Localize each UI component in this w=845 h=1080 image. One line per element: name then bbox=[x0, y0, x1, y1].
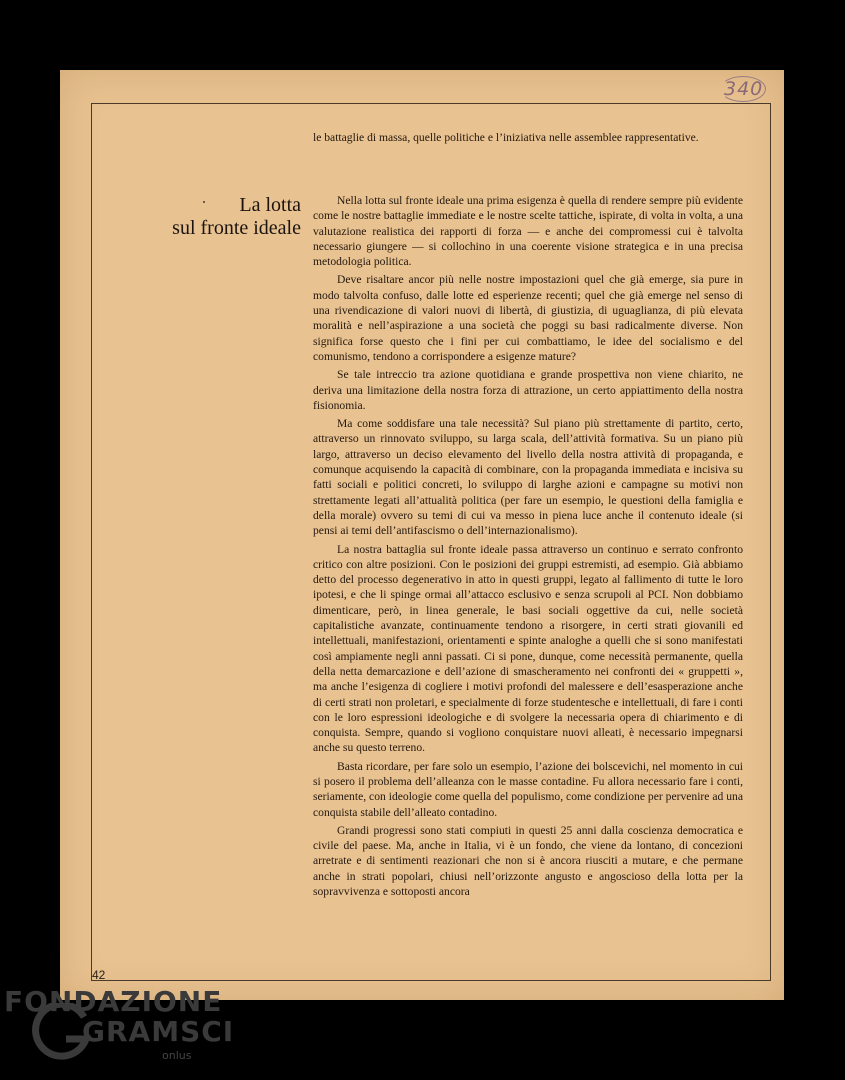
body-paragraph-5: La nostra battaglia sul fronte ideale passa attraverso un continuo e serrato confronto critico con altre posizioni. Con le posizioni dei gruppi estremisti, ad esempio. Già abbiamo detto del processo degenerativo in atto in questi gruppi, legato al fallimento di tutte le loro ipotesi, e che li spinge ormai all’attacco esclusivo e senza scrupoli al PCI. Non dobbiamo dimenticare, però, in linea generale, le basi sociali oggettive da cui, nelle società capitalistiche avanzate, continuamente tendono a risorgere, in certi strati giovanili ed intellettuali, manifestazioni, orientamenti e spinte analoghe a quelli che si sono manifestati così ampiamente negli anni passati. Ci si pone, dunque, come necessità permanente, quella della netta demarcazione e dell’azione di smascheramento nei confronti dei « gruppetti », ma anche l’esigenza di cogliere i motivi profondi del malessere e dell’esasperazione anche di certi strati non proletari, e specialmente di forze studentesche e intellettuali, di fare i conti con le loro espressioni ideologiche e di svolgere la necessaria opera di chiarimento e di conquista. Sempre, quando si vogliono conquistare nuovi alleati, è necessario impegnarsi anche su questo terreno. bbox=[313, 542, 743, 755]
intro-paragraph: le battaglie di massa, quelle politiche e l’iniziativa nelle assemblee rappresentative. bbox=[313, 131, 699, 144]
body-paragraph-4: Ma come soddisfare una tale necessità? Sul piano più strettamente di partito, certo, attraverso un rinnovato sviluppo, su larga scala, dell’attività formativa. Su un piano più largo, attraverso un deciso elevamento del livello della nostra attività di propaganda, e comunque acquisendo la capacità di combinare, con la propaganda immediata e incisiva su fatti sociali e politici concreti, lo sviluppo di larghe azioni e campagne su motivi non strettamente legati all’attualità politica (per fare un esempio, le questioni della famiglia e della morale) ovvero su temi di cui va messo in piena luce anche il contenuto ideale (si pensi ai temi dell’antifascismo o dell’internazionalismo). bbox=[313, 417, 743, 538]
side-title-line-2: sul fronte ideale bbox=[172, 217, 301, 239]
body-paragraph-7: Grandi progressi sono stati compiuti in questi 25 anni dalla coscienza democratica e civile del paese. Ma, anche in Italia, vi è un fondo, che viene da lontano, di concezioni arretrate e di sentimenti reazionari che non si è ancora riusciti a mutare, e che permane anche in strati popolari, chiusi nell’orizzonte angusto e angoscioso della lotta per la sopravvivenza e sottoposti ancora bbox=[313, 823, 743, 899]
section-side-title bbox=[160, 194, 301, 240]
handwritten-page-annotation: 340 bbox=[724, 78, 764, 100]
body-paragraph-1: Nella lotta sul fronte ideale una prima esigenza è quella di rendere sempre più evidente come le nostre battaglie immediate e le nostre scelte tattiche, ispirate, di volta in volta, a una valutazione realistica dei rapporti di forza — e anche dei compromessi cui è talvolta necessario giungere — si collochino in una coerente visione strategica e in una precisa metodologia politica. bbox=[313, 194, 743, 269]
intro-column bbox=[313, 130, 743, 145]
body-column bbox=[313, 193, 743, 899]
fondazione-gramsci-watermark bbox=[4, 985, 235, 1075]
document-page bbox=[60, 70, 784, 1000]
watermark-line-3: onlus bbox=[162, 1049, 192, 1062]
page-number: 42 bbox=[92, 968, 106, 982]
watermark-line-1: FONDAZIONE bbox=[4, 985, 223, 1018]
watermark-line-2: GRAMSCI bbox=[82, 1015, 235, 1048]
body-paragraph-6: Basta ricordare, per fare solo un esempio, l’azione dei bolscevichi, nel momento in cui si posero il problema dell’alleanza con le masse contadine. Fu allora necessario fare i conti, seriamente, con ideologie come quella del populismo, come condizione per pervenire ad una conquista stabile dell’alleato contadino. bbox=[313, 759, 743, 819]
body-paragraph-3: Se tale intreccio tra azione quotidiana e grande prospettiva non viene chiarito, ne deriva una limitazione della nostra forza di attrazione, un certo appiattimento della nostra fisionomia. bbox=[313, 368, 743, 412]
body-paragraph-2: Deve risaltare ancor più nelle nostre impostazioni quel che già emerge, sia pure in modo talvolta confuso, dalle lotte ed esperienze recenti; quel che già emerge nel senso di una rivendicazione di valori nuovi di libertà, di giustizia, di uguaglianza, di più elevata moralità e nell’aspirazione a una società che poggi su basi radicalmente diverse. Non significa forse questo che i fini per cui combattiamo, le idee del socialismo e del comunismo, tendono a corrispondere a esigenze mature? bbox=[313, 273, 743, 363]
side-title-line-1: La lotta bbox=[239, 194, 301, 216]
